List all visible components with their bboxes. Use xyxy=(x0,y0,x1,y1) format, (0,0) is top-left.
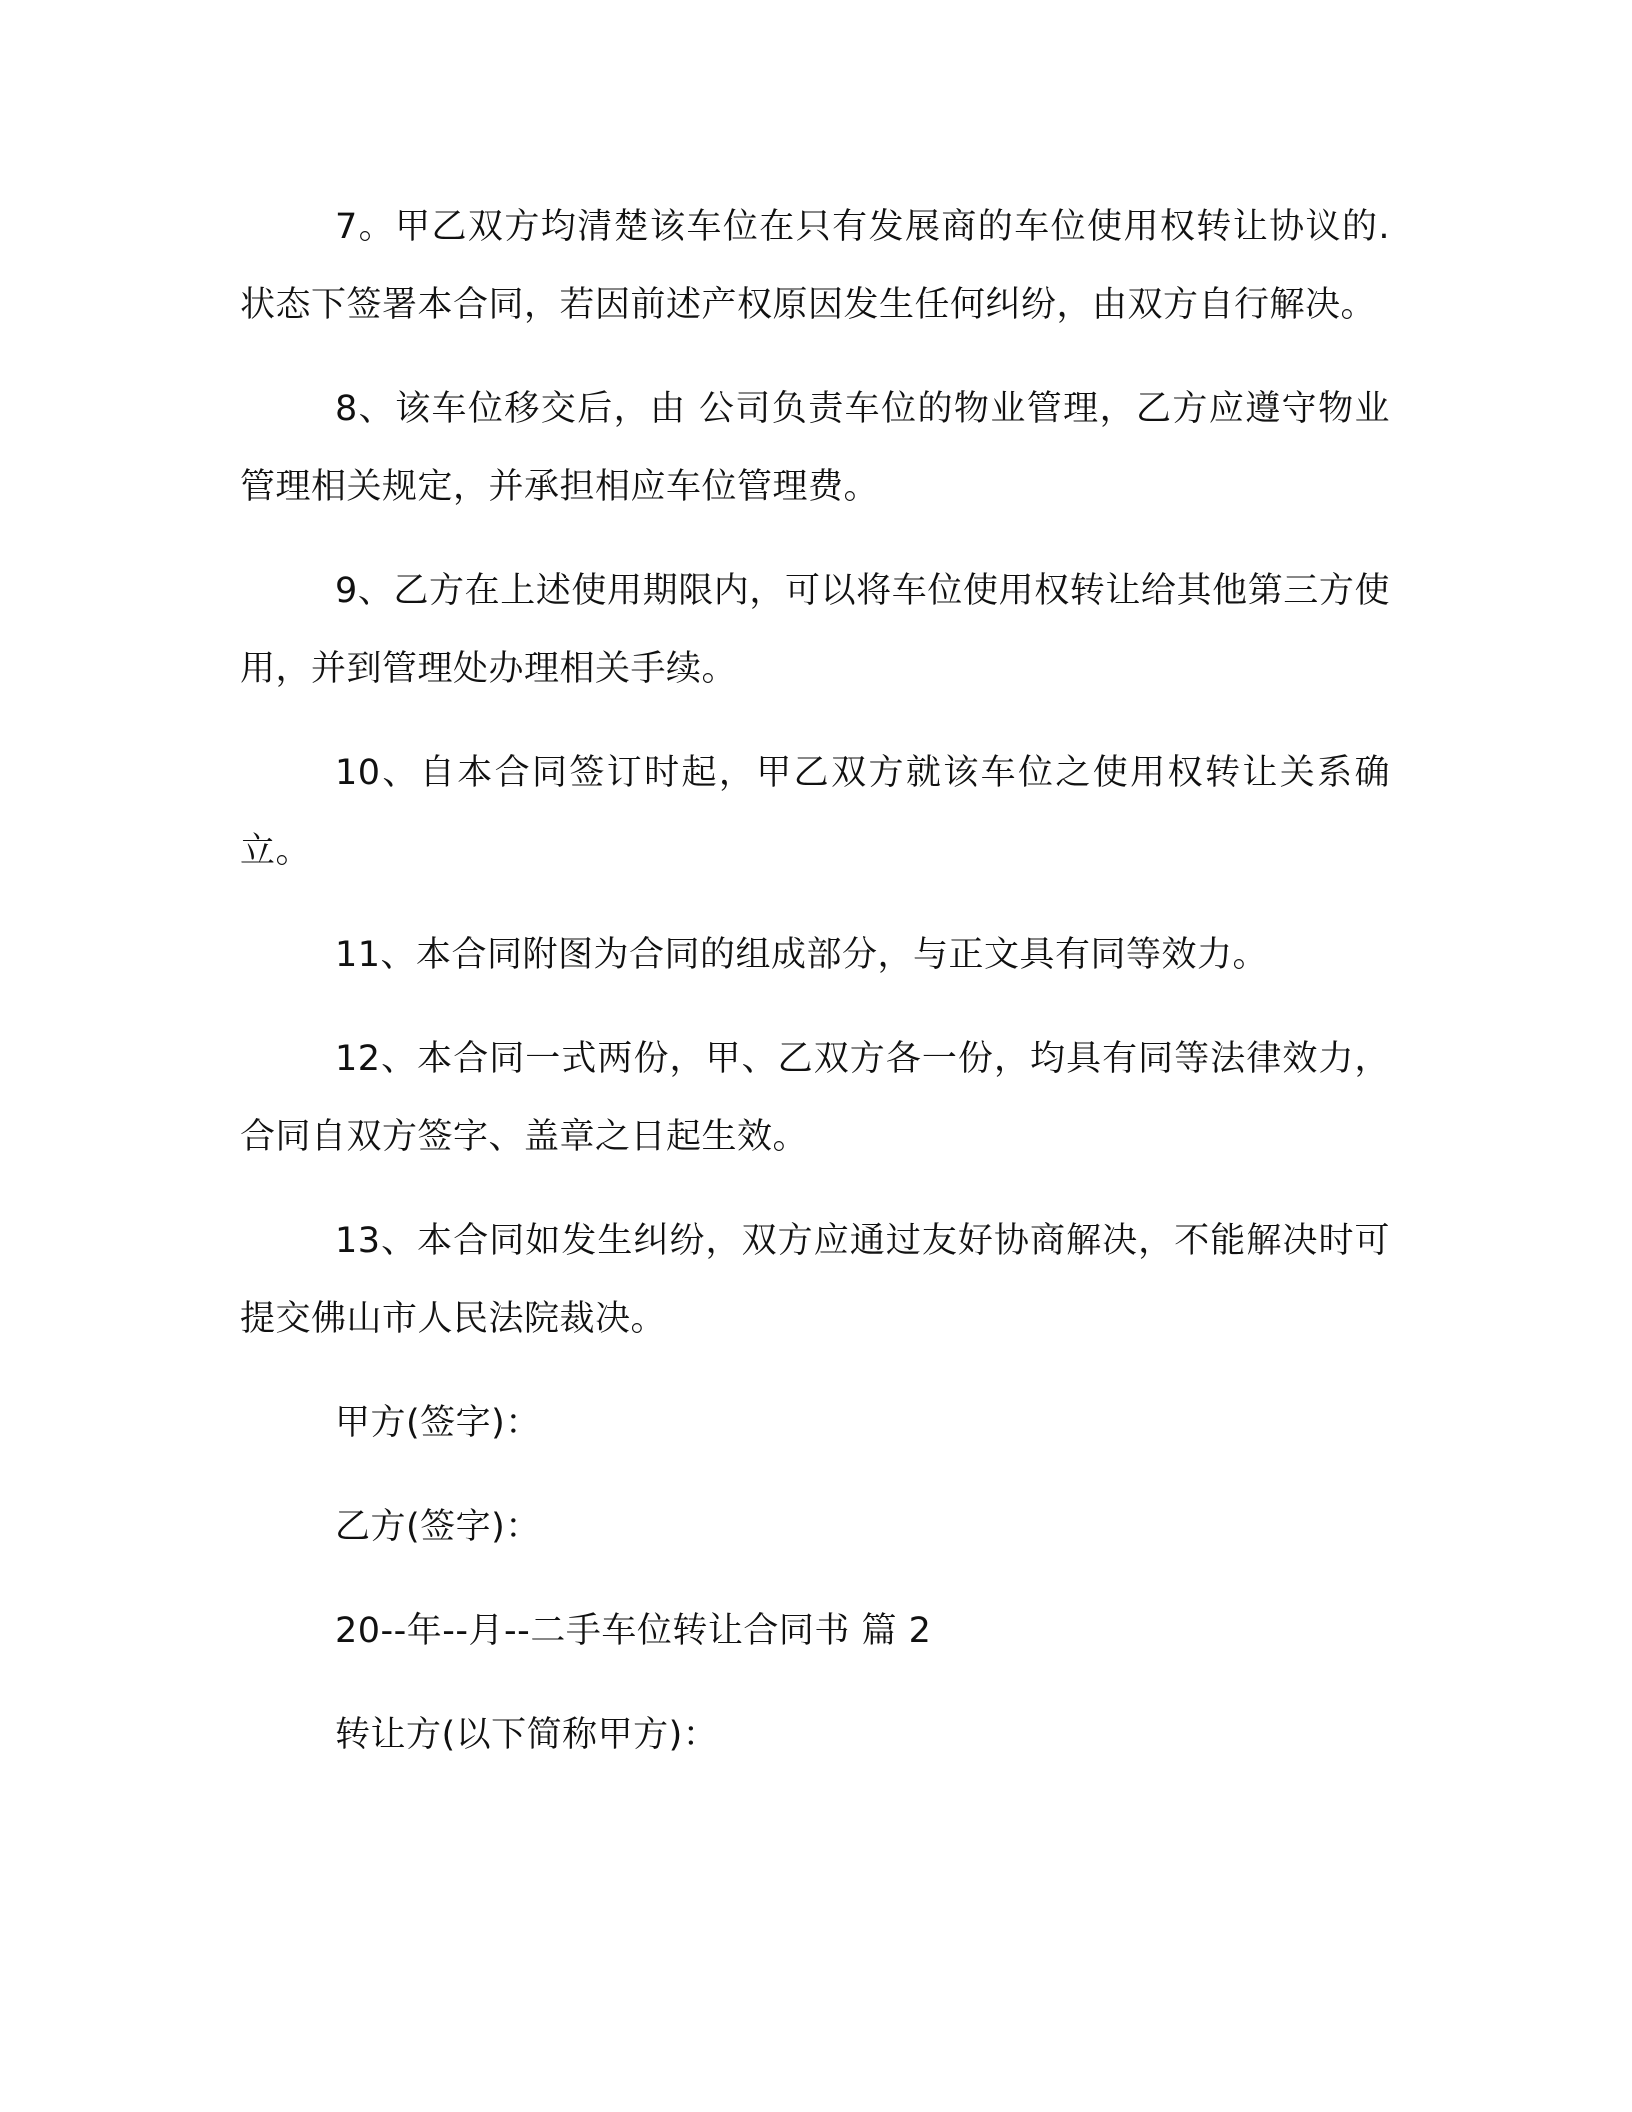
clause-12: 12、本合同一式两份，甲、乙双方各一份，均具有同等法律效力，合同自双方签字、盖章之日起生效。 xyxy=(240,1039,1390,1157)
clause-11: 11、本合同附图为合同的组成部分，与正文具有同等效力。 xyxy=(335,935,1269,975)
document-body xyxy=(240,188,1390,1800)
clause-13: 13、本合同如发生纠纷，双方应通过友好协商解决，不能解决时可提交佛山市人民法院裁决。 xyxy=(240,1221,1390,1339)
clause-8: 8、该车位移交后，由 公司负责车位的物业管理，乙方应遵守物业管理相关规定，并承担相应车位管理费。 xyxy=(240,389,1390,507)
party-a-signature: 甲方(签字)： xyxy=(335,1403,541,1443)
contract-title-line: 20--年--月--二手车位转让合同书 篇 2 xyxy=(335,1611,932,1651)
clause-9: 9、乙方在上述使用期限内，可以将车位使用权转让给其他第三方使用，并到管理处办理相关手续。 xyxy=(240,571,1390,689)
clause-7: 7。甲乙双方均清楚该车位在只有发展商的车位使用权转让协议的.状态下签署本合同，若因前述产权原因发生任何纠纷，由双方自行解决。 xyxy=(240,207,1390,325)
clause-10: 10、自本合同签订时起，甲乙双方就该车位之使用权转让关系确立。 xyxy=(240,753,1390,871)
party-b-signature: 乙方(签字)： xyxy=(335,1507,541,1547)
transferor-line: 转让方(以下简称甲方)： xyxy=(335,1715,719,1755)
